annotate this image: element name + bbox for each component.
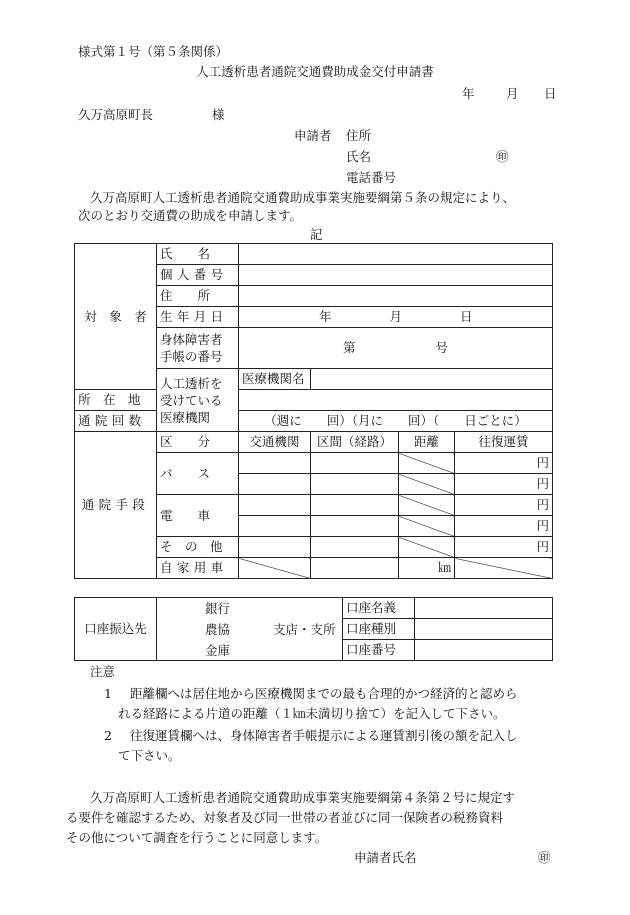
- location-label: 所 在 地: [75, 390, 157, 411]
- addressee: 久万高原町長: [78, 107, 154, 122]
- medical-group-line-3: 医療機関: [160, 409, 211, 425]
- medical-group-line-1: 人工透析を: [160, 375, 223, 391]
- train-distance-2: [399, 516, 455, 537]
- applicant-label: 申請者: [294, 128, 332, 143]
- intro-line-1: 久万高原町人工透析患者通院交通費助成事業実施要綱第５条の規定により、: [90, 190, 516, 205]
- account-type-label: 口座種別: [343, 619, 415, 640]
- note-2-number: 2: [104, 728, 112, 743]
- car-label: 自家用車: [157, 558, 239, 579]
- birthdate-label: 生年月日: [157, 307, 239, 328]
- location-field[interactable]: [239, 390, 553, 411]
- bus-distance-2: [399, 474, 455, 495]
- subject-group-label: 対 象 者: [75, 244, 157, 390]
- other-fare[interactable]: 円: [455, 537, 553, 558]
- kubun-header: 区 分: [157, 432, 239, 453]
- bus-label: バ ス: [157, 453, 239, 495]
- cert-dai-label: 第: [343, 340, 356, 355]
- signature-seal-icon: ㊞: [538, 850, 551, 865]
- train-fare-1[interactable]: 円: [455, 495, 553, 516]
- cert-label-line-1: 身体障害者: [160, 332, 223, 347]
- disability-cert-field[interactable]: [239, 328, 553, 369]
- date-year-label: 年: [462, 86, 475, 101]
- address-field[interactable]: [239, 286, 553, 307]
- medical-group-line-2: 受けている: [160, 392, 223, 408]
- train-kikan-2[interactable]: [239, 516, 311, 537]
- table-row: [75, 390, 553, 411]
- note-2-line-2: て下さい。: [118, 748, 181, 763]
- train-distance-1: [399, 495, 455, 516]
- table-row: [75, 244, 553, 265]
- other-distance: [399, 537, 455, 558]
- account-number-label: 口座番号: [343, 640, 415, 661]
- consent-line-3: その他について調査を行うことに同意します。: [66, 830, 328, 845]
- table-row: [75, 432, 553, 453]
- transport-group-label: 通院手段: [75, 432, 157, 579]
- consent-line-2: る要件を確認するため、対象者及び同一世帯の者並びに同一保険者の税務資料: [66, 810, 504, 825]
- name-field[interactable]: [239, 244, 553, 265]
- ginko-label: 銀行: [205, 601, 231, 616]
- name-label: 氏 名: [157, 244, 239, 265]
- institution-name-label: 医療機関名: [239, 369, 311, 390]
- bus-kikan-1[interactable]: [239, 453, 311, 474]
- ki-label: 記: [310, 227, 323, 242]
- train-label: 電 車: [157, 495, 239, 537]
- date-month-label: 月: [506, 86, 519, 101]
- cert-label-line-2: 手帳の番号: [160, 349, 223, 364]
- note-1-line-2: れる経路による片道の距離（１㎞未満切り捨て）を記入して下さい。: [118, 706, 506, 721]
- applicant-name-label: 氏名: [346, 149, 372, 164]
- nokyo-label: 農協: [205, 622, 231, 637]
- fare-header: 往復運賃: [455, 432, 553, 453]
- bus-kukan-2[interactable]: [311, 474, 399, 495]
- branch-label: 支店・支所: [273, 622, 336, 637]
- car-kukan[interactable]: [311, 558, 399, 579]
- birthdate-field[interactable]: [239, 307, 553, 328]
- bank-group-label: 口座振込先: [75, 598, 157, 661]
- bus-fare-2[interactable]: 円: [455, 474, 553, 495]
- notes-heading: 注意: [90, 664, 116, 679]
- table-row: [75, 598, 553, 619]
- account-number-field[interactable]: [415, 640, 553, 661]
- note-2-line-1: 往復運賃欄へは、身体障害者手帳提示による運賃割引後の額を記入し: [130, 728, 518, 743]
- kyori-header: 距離: [399, 432, 455, 453]
- other-kukan[interactable]: [311, 537, 399, 558]
- other-label: そ の 他: [157, 537, 239, 558]
- table-row: [75, 411, 553, 432]
- personal-number-label: 個人番号: [157, 265, 239, 286]
- date-day-label: 日: [544, 86, 557, 101]
- bus-fare-1[interactable]: 円: [455, 453, 553, 474]
- train-kukan-2[interactable]: [311, 516, 399, 537]
- address-label: 住 所: [157, 286, 239, 307]
- account-type-field[interactable]: [415, 619, 553, 640]
- intro-line-2: 次のとおり交通費の助成を申請します。: [78, 208, 303, 223]
- visits-field[interactable]: （週に 回）（月に 回）（ 日ごとに）: [239, 411, 553, 432]
- application-table: [74, 243, 553, 579]
- visits-label: 通院回数: [75, 411, 157, 432]
- account-name-field[interactable]: [415, 598, 553, 619]
- form-number: 様式第１号（第５条関係）: [78, 44, 229, 59]
- other-kikan[interactable]: [239, 537, 311, 558]
- signature-label: 申請者氏名: [354, 850, 417, 865]
- bus-distance-1: [399, 453, 455, 474]
- birth-month-label: 月: [389, 309, 403, 324]
- kukan-header: 区間（経路）: [311, 432, 399, 453]
- personal-number-field[interactable]: [239, 265, 553, 286]
- bus-kikan-2[interactable]: [239, 474, 311, 495]
- applicant-phone-label: 電話番号: [346, 170, 397, 185]
- bank-table: [74, 597, 553, 661]
- bank-name-field[interactable]: [157, 598, 343, 661]
- medical-group-label: [157, 369, 239, 432]
- seal-icon: ㊞: [496, 149, 509, 164]
- car-fare: [455, 558, 553, 579]
- bus-kukan-1[interactable]: [311, 453, 399, 474]
- kikan-header: 交通機関: [239, 432, 311, 453]
- car-distance[interactable]: ㎞: [399, 558, 455, 579]
- train-kukan-1[interactable]: [311, 495, 399, 516]
- note-1-number: 1: [104, 686, 112, 701]
- train-fare-2[interactable]: 円: [455, 516, 553, 537]
- document-title: 人工透析患者通院交通費助成金交付申請書: [196, 64, 434, 79]
- birth-day-label: 日: [460, 309, 473, 324]
- consent-line-1: 久万高原町人工透析患者通院交通費助成事業実施要綱第４条第２号に規定す: [90, 790, 516, 805]
- addressee-suffix: 様: [212, 107, 225, 122]
- applicant-address-label: 住所: [346, 128, 372, 143]
- train-kikan-1[interactable]: [239, 495, 311, 516]
- kinko-label: 金庫: [205, 643, 231, 658]
- note-1-line-1: 距離欄へは居住地から医療機関までの最も合理的かつ経済的と認めら: [130, 686, 518, 701]
- account-name-label: 口座名義: [343, 598, 415, 619]
- institution-name-field[interactable]: [311, 369, 553, 390]
- cert-go-label: 号: [435, 340, 449, 355]
- car-kikan: [239, 558, 311, 579]
- disability-cert-label: [157, 328, 239, 369]
- birth-year-label: 年: [319, 309, 332, 324]
